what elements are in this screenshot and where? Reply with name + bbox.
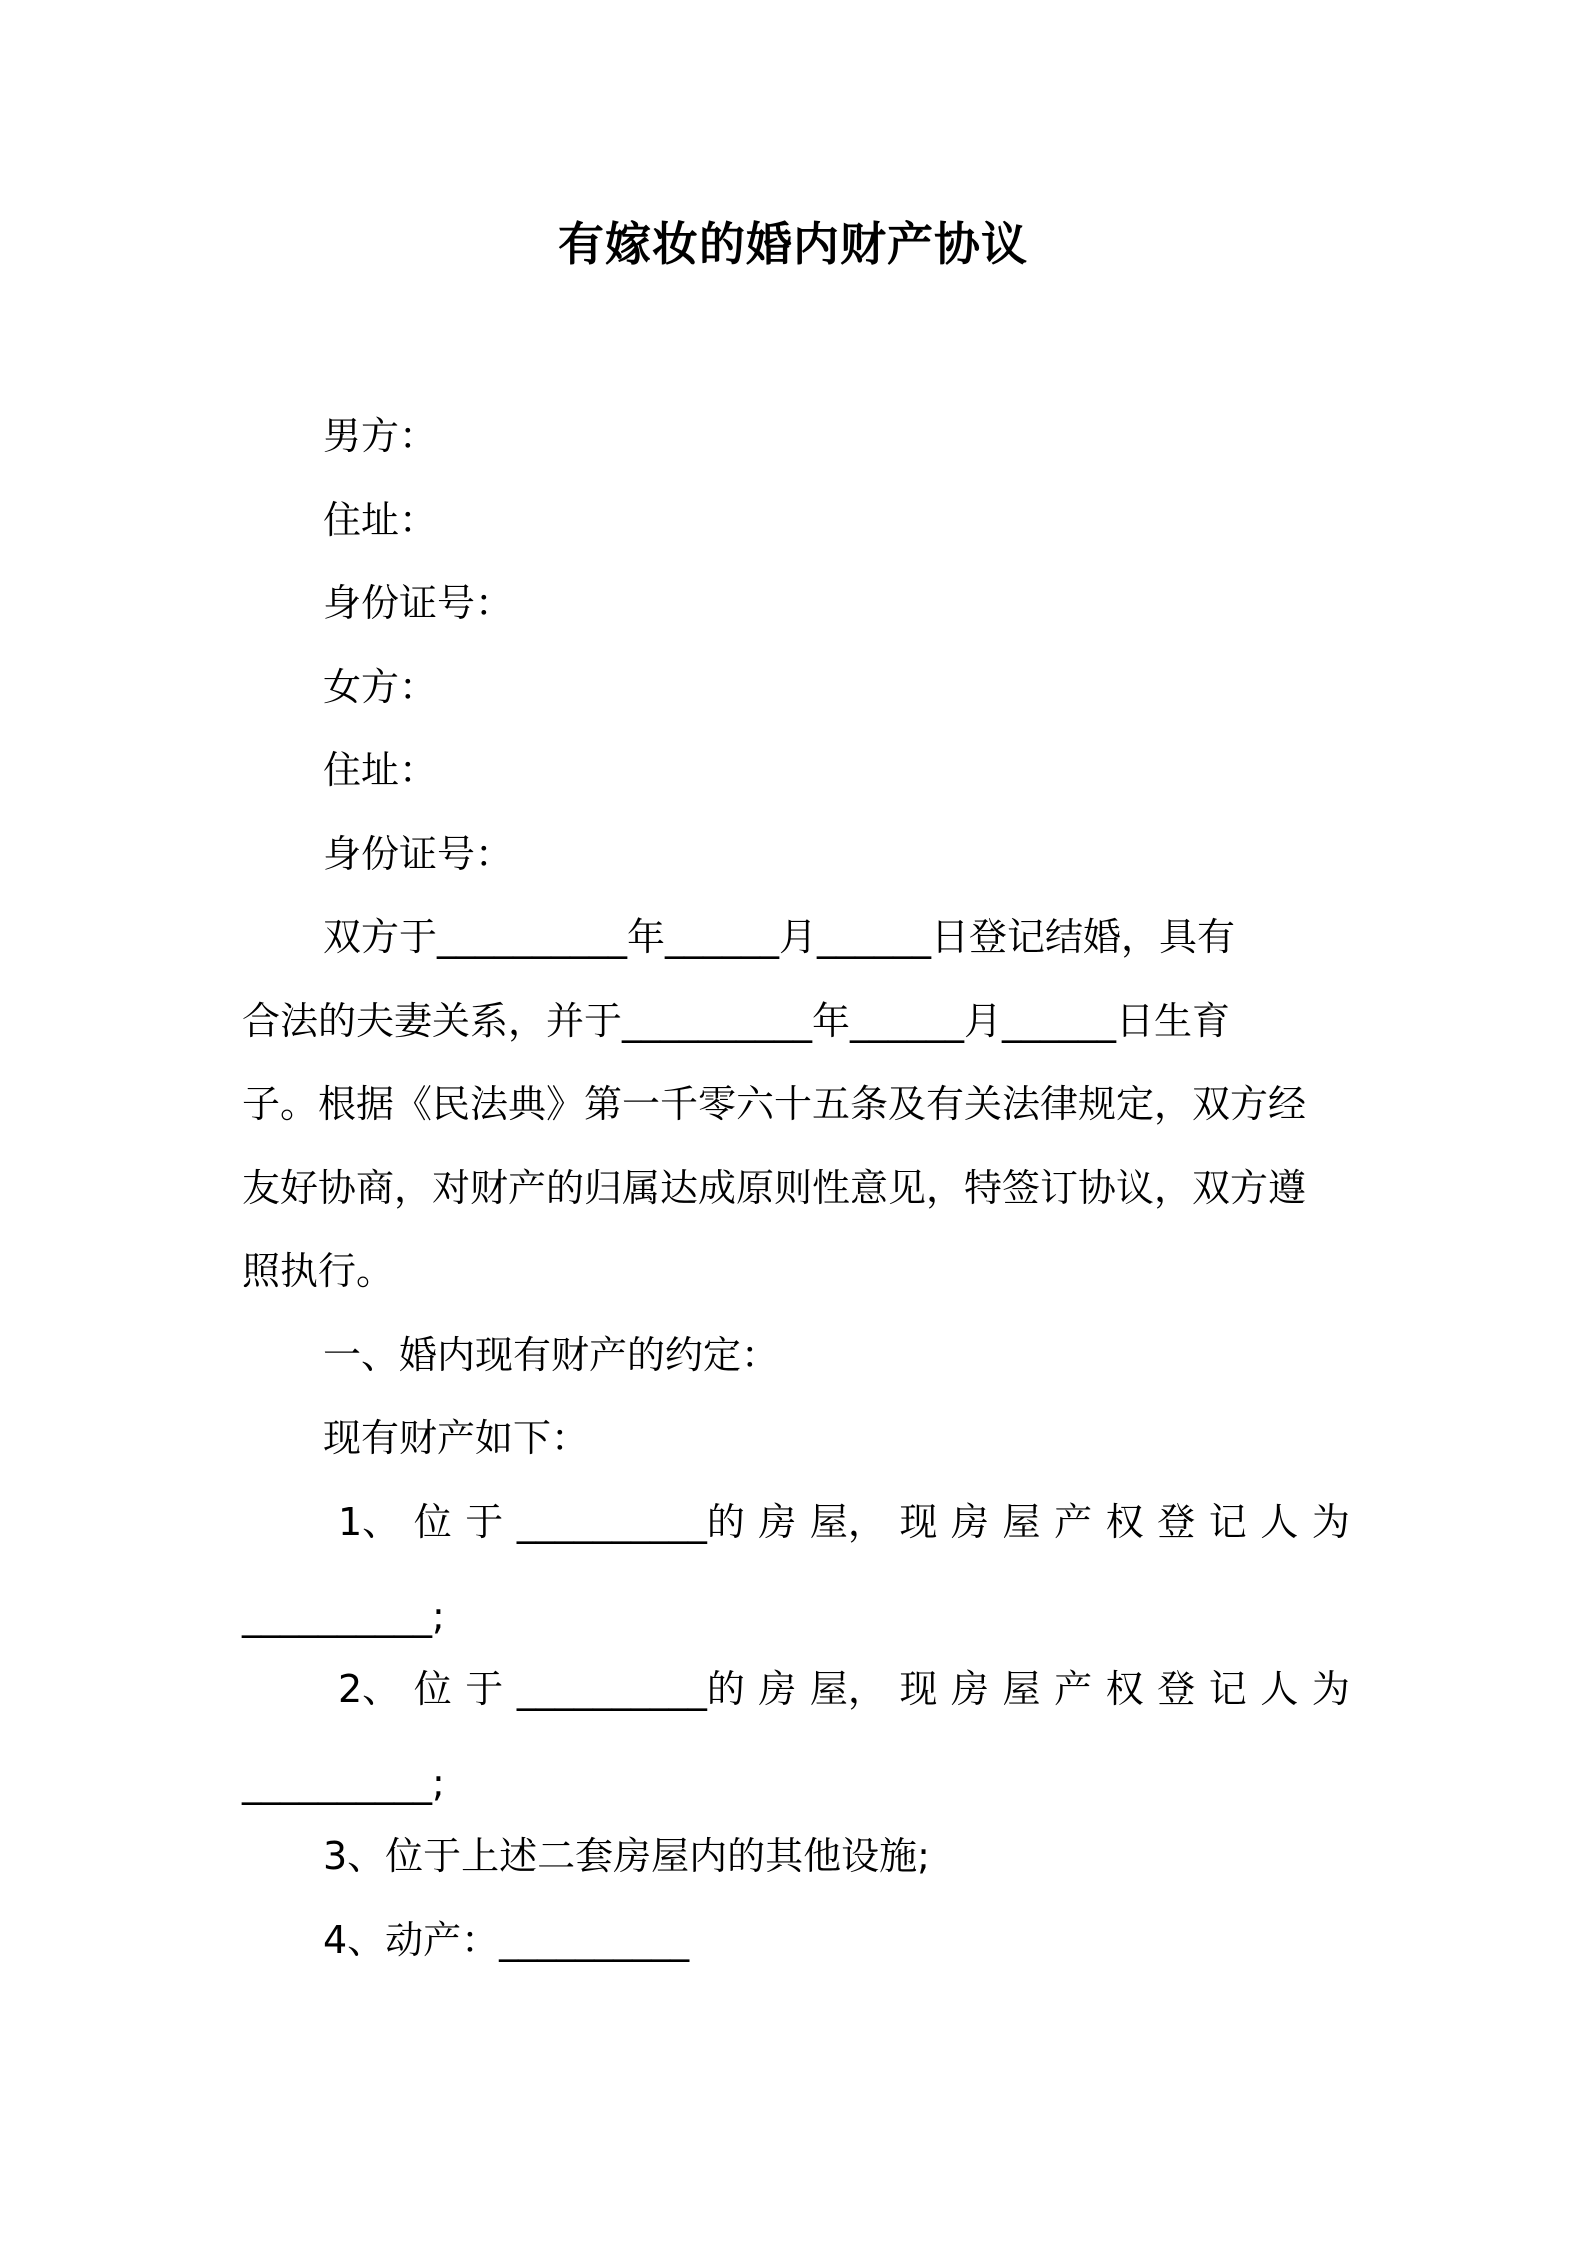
intro-line-4: 友好协商，对财产的归属达成原则性意见，特签订协议，双方遵 <box>242 1166 1307 1210</box>
intro-line-3: 子。根据《民法典》第一千零六十五条及有关法律规定，双方经 <box>242 1082 1307 1126</box>
female-id-label: 身份证号： <box>323 832 514 876</box>
item-2-line-2: __________; <box>242 1761 445 1805</box>
intro-line-1: 双方于__________年______月______日登记结婚，具有 <box>323 915 1236 959</box>
male-id-label: 身份证号： <box>323 581 514 625</box>
item-1-line-1: 1、 位 于 __________的 房 屋， 现 房 屋 产 权 登 记 人 为 <box>338 1500 1350 1544</box>
current-property-label: 现有财产如下： <box>323 1416 590 1460</box>
intro-line-5: 照执行。 <box>242 1249 395 1293</box>
document-title: 有嫁妆的婚内财产协议 <box>558 217 1028 271</box>
item-2-line-1: 2、 位 于 __________的 房 屋， 现 房 屋 产 权 登 记 人 为 <box>338 1667 1350 1711</box>
female-address-label: 住址： <box>323 748 438 792</box>
item-4: 4、动产：__________ <box>323 1918 690 1962</box>
male-address-label: 住址： <box>323 498 438 542</box>
female-party-label: 女方： <box>323 665 438 709</box>
male-party-label: 男方： <box>323 414 438 458</box>
section1-heading: 一、婚内现有财产的约定： <box>323 1333 780 1377</box>
intro-line-2: 合法的夫妻关系，并于__________年______月______日生育 <box>242 999 1231 1043</box>
item-3: 3、位于上述二套房屋内的其他设施; <box>323 1834 930 1878</box>
item-1-line-2: __________; <box>242 1594 445 1638</box>
